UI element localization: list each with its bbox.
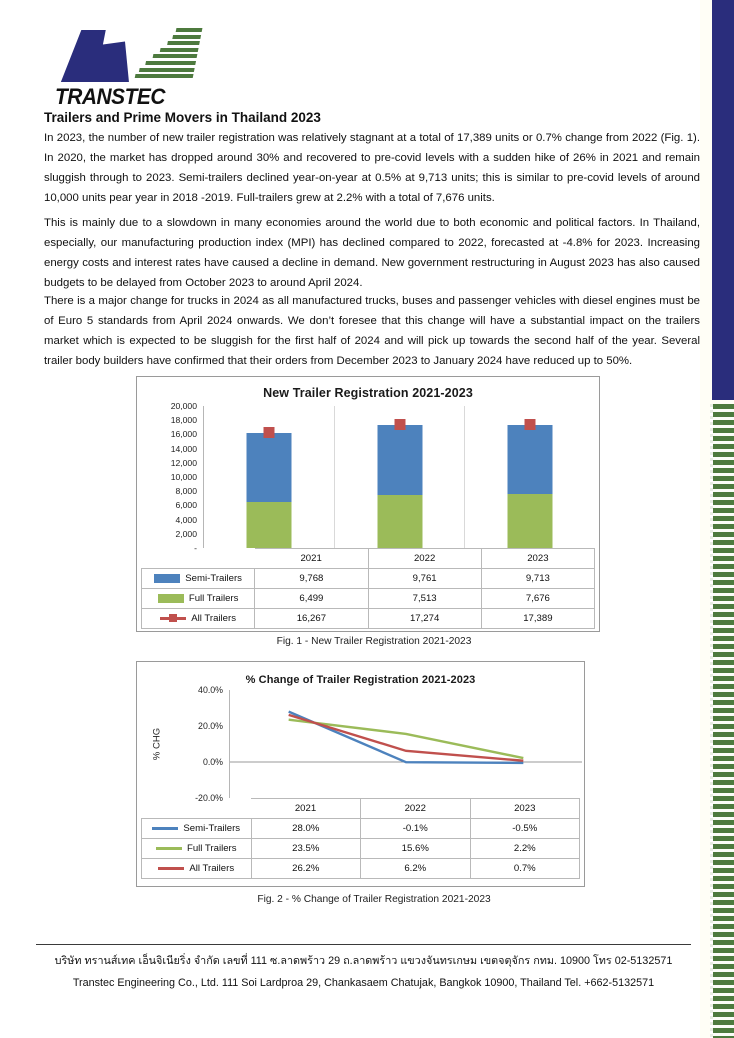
chart1-legend-swatch	[158, 594, 184, 603]
chart2-line-all-trailers	[289, 715, 524, 761]
figure-2-caption: Fig. 2 - % Change of Trailer Registration 2021-2023	[257, 894, 491, 905]
chart1-value-cell: 9,768	[255, 569, 368, 589]
chart2-series-key	[142, 819, 252, 839]
chart1-value-cell: 7,513	[368, 589, 481, 609]
chart2-value-cell: 23.5%	[251, 839, 361, 859]
chart1-segment-semi-trailers	[246, 433, 291, 502]
transtec-logo	[55, 26, 195, 109]
chart2-value-cell: -0.1%	[361, 819, 471, 839]
chart2-series-svg	[230, 690, 582, 798]
chart1-plot-area	[137, 401, 599, 553]
chart2-series-name: All Trailers	[189, 862, 235, 874]
chart1-ytick: 4,000	[175, 514, 197, 525]
chart1-ytick: 2,000	[175, 528, 197, 539]
chart2-value-cell: 6.2%	[361, 859, 471, 879]
footer-address-thai: บริษัท ทรานส์เทค เอ็นจิเนียริ่ง จำกัด เลขที่ 111 ซ.ลาดพร้าว 29 ถ.ลาดพร้าว แขวงจันทรเกษม เขตจตุจักร กทม. 10900 โทร 02-5132571	[54, 955, 673, 967]
chart2-legend-swatch	[158, 867, 184, 870]
chart1-value-cell: 6,499	[255, 589, 368, 609]
chart1-ytick: 10,000	[170, 472, 197, 482]
chart1-ytick: -	[194, 543, 197, 553]
chart1-col-header: 2022	[368, 549, 481, 569]
chart2-y-axis-labels	[161, 685, 227, 803]
chart2-value-cell: 2.2%	[470, 839, 580, 859]
chart1-data-table	[141, 548, 595, 629]
logo-wordmark: TRANSTEC	[55, 84, 165, 109]
chart-percent-change	[136, 661, 585, 887]
edge-green-stripes	[710, 404, 734, 1038]
chart2-value-cell: 28.0%	[251, 819, 361, 839]
chart2-ytick: 20.0%	[198, 721, 223, 731]
chart1-value-cell: 9,761	[368, 569, 481, 589]
chart2-value-cell: 26.2%	[251, 859, 361, 879]
edge-navy-band	[712, 0, 734, 400]
chart2-title: % Change of Trailer Registration 2021-2023	[245, 674, 476, 686]
chart1-ytick: 18,000	[170, 415, 197, 426]
chart1-value-cell: 16,267	[255, 609, 368, 629]
chart1-ytick: 20,000	[170, 401, 197, 411]
chart2-series-name: Semi-Trailers	[183, 822, 241, 834]
chart1-legend-swatch	[154, 574, 180, 583]
chart1-segment-semi-trailers	[508, 425, 553, 494]
chart1-segment-full-trailers	[508, 494, 553, 548]
table-row	[142, 859, 580, 879]
chart1-y-axis-labels	[137, 401, 201, 553]
table-row	[142, 609, 595, 629]
chart1-series-name: Full Trailers	[188, 592, 239, 604]
chart2-series-key	[142, 859, 252, 879]
footer-divider	[36, 944, 691, 945]
chart1-ytick: 16,000	[170, 429, 197, 440]
chart1-bar-group	[204, 406, 334, 548]
logo-blue-mark	[55, 30, 139, 82]
chart2-value-cell: 0.7%	[470, 859, 580, 879]
chart1-legend-swatch	[160, 617, 186, 620]
chart2-ytick: -20.0%	[195, 793, 223, 803]
chart1-series-name: All Trailers	[191, 612, 237, 624]
chart2-col-header: 2023	[470, 799, 580, 819]
chart1-value-cell: 7,676	[481, 589, 594, 609]
chart2-series-key	[142, 839, 252, 859]
chart1-title: New Trailer Registration 2021-2023	[263, 386, 473, 400]
paragraph-1: In 2023, the number of new trailer registration was relatively stagnant at a total of 17,389 units or 0.7% change from 2022 (Fig. 1). In 2020, the market has dropped around 30% and recovered to pre-covid levels with a sudden hike of 26% in 2021 and remain sluggish through to 2023. Semi-trailers declined year-on-year at 0.5% at 9,713 units; this is similar to pre-covid levels of around 10,000 units pear year in 2018 -2019. Full-trailers grew at 2.2% with a total of 7,676 units.	[44, 132, 700, 204]
paragraph-3: There is a major change for trucks in 2024 as all manufactured trucks, buses and passenger vehicles with diesel engines must be of Euro 5 standards from April 2024 onwards. We don’t foresee that this change will have a substantial impact on the trailers market which is expected to be sluggish for the first half of 2024 and will pick up towards the second half of the year. Several trailer body builders have confirmed that their orders from December 2023 to January 2024 have reduced up to 50%.	[44, 295, 700, 367]
paragraph-2: This is mainly due to a slowdown in many economies around the world due to both economic and political factors. In Thailand, especially, our manufacturing production index (MPI) has declined compared to 2022, forecasted at -4.8% for 2023. Increasing energy costs and interest rates have caused a decline in demand. New government restructuring in August 2023 has also caused budgets to be delayed from October 2023 to around April 2024.	[44, 217, 700, 289]
chart1-bar-group	[464, 406, 595, 548]
chart-new-trailer-registration	[136, 376, 600, 632]
footer-address-english: Transtec Engineering Co., Ltd. 111 Soi Lardproa 29, Chankasaem Chatujak, Bangkok 10900, Thailand Tel. +662-5132571	[72, 977, 655, 989]
chart1-ytick: 8,000	[175, 486, 197, 497]
table-row	[142, 589, 595, 609]
chart1-series-key	[142, 589, 255, 609]
table-row	[142, 819, 580, 839]
chart1-series-key	[142, 609, 255, 629]
chart2-plot-area	[137, 685, 584, 803]
chart1-col-header: 2023	[481, 549, 594, 569]
chart1-series-key	[142, 569, 255, 589]
chart1-segment-full-trailers	[246, 502, 291, 548]
chart1-ytick: 6,000	[175, 500, 197, 511]
chart2-data-table	[141, 798, 580, 879]
chart2-ytick: 40.0%	[198, 685, 223, 695]
page-edge-decoration	[700, 0, 734, 1038]
chart2-legend-swatch	[156, 847, 182, 850]
chart1-series-name: Semi-Trailers	[185, 572, 242, 584]
chart2-y-axis-title: % CHG	[151, 727, 163, 761]
chart2-ytick: 0.0%	[202, 757, 223, 767]
chart1-ytick: 14,000	[170, 443, 197, 454]
chart1-marker-all-trailers	[394, 419, 405, 430]
chart1-marker-all-trailers	[525, 419, 536, 430]
chart1-col-header: 2021	[255, 549, 368, 569]
chart2-value-cell: 15.6%	[361, 839, 471, 859]
chart1-marker-all-trailers	[263, 427, 274, 438]
chart1-segment-full-trailers	[377, 495, 422, 548]
chart1-segment-semi-trailers	[377, 425, 422, 494]
chart2-value-cell: -0.5%	[470, 819, 580, 839]
logo-green-stripes	[134, 28, 203, 84]
chart1-value-cell: 17,389	[481, 609, 594, 629]
page-title: Trailers and Prime Movers in Thailand 2023	[44, 110, 321, 125]
chart2-col-header: 2022	[361, 799, 471, 819]
chart2-col-header: 2021	[251, 799, 361, 819]
chart2-legend-swatch	[152, 827, 178, 830]
table-row	[142, 569, 595, 589]
chart2-line-semi-trailers	[289, 712, 524, 763]
chart1-ytick: 12,000	[170, 457, 197, 468]
figure-1-caption: Fig. 1 - New Trailer Registration 2021-2023	[276, 636, 472, 647]
table-row	[142, 839, 580, 859]
chart1-value-cell: 9,713	[481, 569, 594, 589]
chart1-value-cell: 17,274	[368, 609, 481, 629]
chart2-series-name: Full Trailers	[186, 842, 237, 854]
chart1-bars	[204, 406, 595, 548]
chart1-bar-group	[334, 406, 465, 548]
